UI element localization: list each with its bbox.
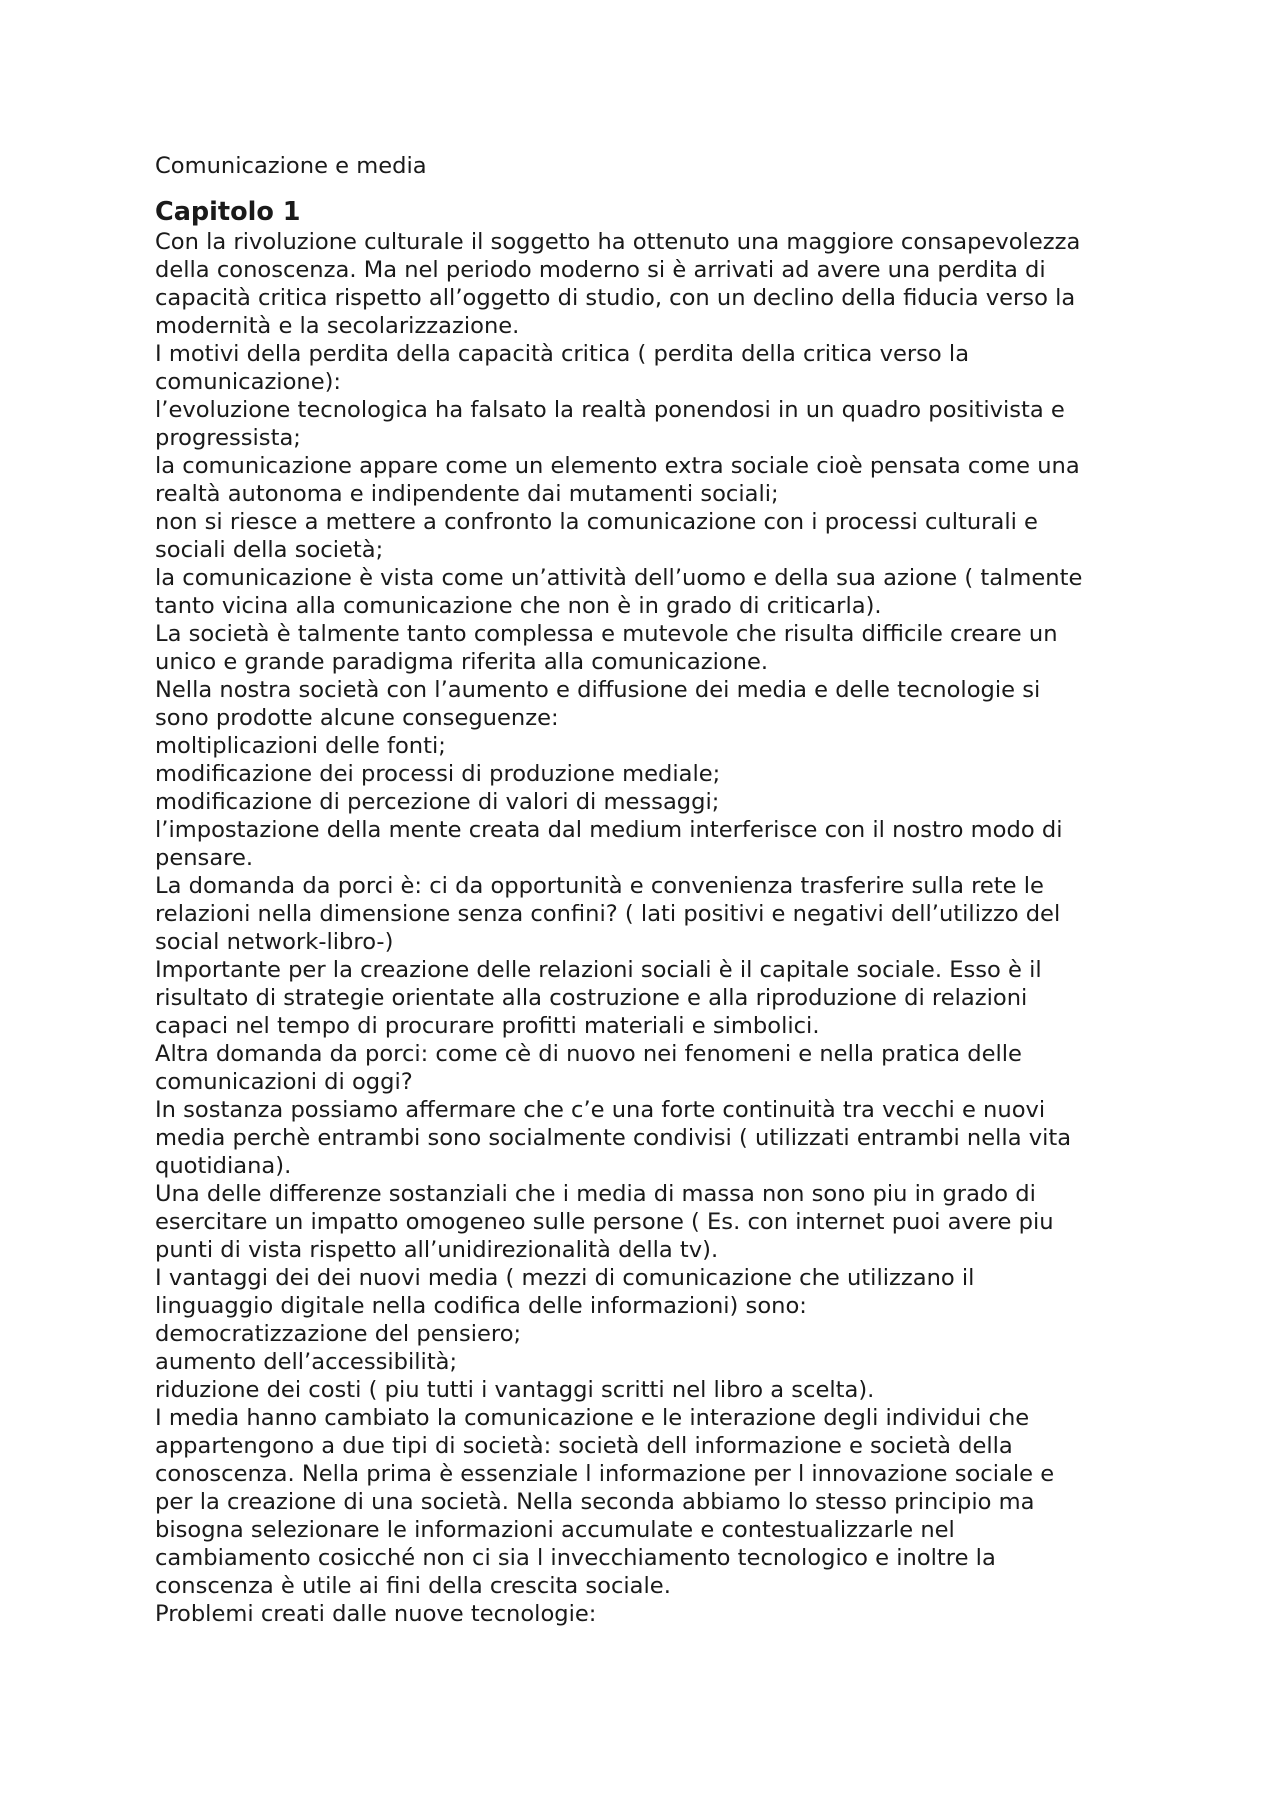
document-page — [155, 152, 1155, 1628]
body-line: Una delle differenze sostanziali che i media di massa non sono piu in grado di — [155, 1181, 1036, 1207]
body-line: I vantaggi dei dei nuovi media ( mezzi di comunicazione che utilizzano il — [155, 1265, 975, 1291]
body-line: I motivi della perdita della capacità critica ( perdita della critica verso la — [155, 341, 970, 367]
body-line: Con la rivoluzione culturale il soggetto ha ottenuto una maggiore consapevolezza — [155, 229, 1081, 255]
body-line: Importante per la creazione delle relazioni sociali è il capitale sociale. Esso è il — [155, 957, 1042, 983]
body-line: media perchè entrambi sono socialmente condivisi ( utilizzati entrambi nella vita — [155, 1125, 1072, 1151]
body-line: sono prodotte alcune conseguenze: — [155, 705, 559, 731]
body-line: esercitare un impatto omogeneo sulle persone ( Es. con internet puoi avere piu — [155, 1209, 1054, 1235]
body-line: non si riesce a mettere a confronto la comunicazione con i processi culturali e — [155, 509, 1038, 535]
body-line: bisogna selezionare le informazioni accumulate e contestualizzarle nel — [155, 1517, 955, 1543]
body-line: appartengono a due tipi di società: società dell informazione e società della — [155, 1433, 1013, 1459]
body-line: In sostanza possiamo affermare che c’e una forte continuità tra vecchi e nuovi — [155, 1097, 1046, 1123]
body-line: moltiplicazioni delle fonti; — [155, 733, 446, 759]
body-line: della conoscenza. Ma nel periodo moderno si è arrivati ad avere una perdita di — [155, 257, 1046, 283]
body-line: relazioni nella dimensione senza confini? ( lati positivi e negativi dell’utilizzo del — [155, 901, 1061, 927]
body-line: l’impostazione della mente creata dal medium interferisce con il nostro modo di — [155, 817, 1063, 843]
body-text — [155, 228, 1155, 1628]
body-line: modernità e la secolarizzazione. — [155, 313, 520, 339]
body-line: riduzione dei costi ( piu tutti i vantaggi scritti nel libro a scelta). — [155, 1377, 875, 1403]
body-line: tanto vicina alla comunicazione che non è in grado di criticarla). — [155, 593, 882, 619]
body-line: Nella nostra società con l’aumento e diffusione dei media e delle tecnologie si — [155, 677, 1041, 703]
body-line: social network-libro-) — [155, 929, 394, 955]
body-line: per la creazione di una società. Nella seconda abbiamo lo stesso principio ma — [155, 1489, 1035, 1515]
body-line: Altra domanda da porci: come cè di nuovo nei fenomeni e nella pratica delle — [155, 1041, 1022, 1067]
body-line: pensare. — [155, 845, 254, 871]
body-line: aumento dell’accessibilità; — [155, 1349, 458, 1375]
body-line: conscenza è utile ai fini della crescita sociale. — [155, 1573, 671, 1599]
body-line: sociali della società; — [155, 537, 384, 563]
document-title: Comunicazione e media — [155, 153, 427, 179]
body-line: realtà autonoma e indipendente dai mutamenti sociali; — [155, 481, 779, 507]
body-line: La società è talmente tanto complessa e mutevole che risulta difficile creare un — [155, 621, 1058, 647]
body-line: la comunicazione appare come un elemento extra sociale cioè pensata come una — [155, 453, 1080, 479]
body-line: I media hanno cambiato la comunicazione e le interazione degli individui che — [155, 1405, 1030, 1431]
body-line: capacità critica rispetto all’oggetto di studio, con un declino della fiducia verso la — [155, 285, 1076, 311]
body-line: punti di vista rispetto all’unidirezionalità della tv). — [155, 1237, 719, 1263]
body-line: unico e grande paradigma riferita alla comunicazione. — [155, 649, 769, 675]
body-line: comunicazioni di oggi? — [155, 1069, 413, 1095]
body-line: cambiamento cosicché non ci sia l invecchiamento tecnologico e inoltre la — [155, 1545, 996, 1571]
body-line: democratizzazione del pensiero; — [155, 1321, 522, 1347]
body-line: modificazione dei processi di produzione mediale; — [155, 761, 721, 787]
body-line: la comunicazione è vista come un’attività dell’uomo e della sua azione ( talmente — [155, 565, 1083, 591]
body-line: Problemi creati dalle nuove tecnologie: — [155, 1601, 597, 1627]
body-line: linguaggio digitale nella codifica delle informazioni) sono: — [155, 1293, 807, 1319]
body-line: quotidiana). — [155, 1153, 292, 1179]
body-line: comunicazione): — [155, 369, 342, 395]
body-line: modificazione di percezione di valori di messaggi; — [155, 789, 720, 815]
body-line: progressista; — [155, 425, 301, 451]
body-line: risultato di strategie orientate alla costruzione e alla riproduzione di relazioni — [155, 985, 1028, 1011]
body-line: conoscenza. Nella prima è essenziale l informazione per l innovazione sociale e — [155, 1461, 1055, 1487]
chapter-heading: Capitolo 1 — [155, 197, 301, 227]
body-line: La domanda da porci è: ci da opportunità e convenienza trasferire sulla rete le — [155, 873, 1044, 899]
body-line: capaci nel tempo di procurare profitti materiali e simbolici. — [155, 1013, 820, 1039]
body-line: l’evoluzione tecnologica ha falsato la realtà ponendosi in un quadro positivista e — [155, 397, 1065, 423]
